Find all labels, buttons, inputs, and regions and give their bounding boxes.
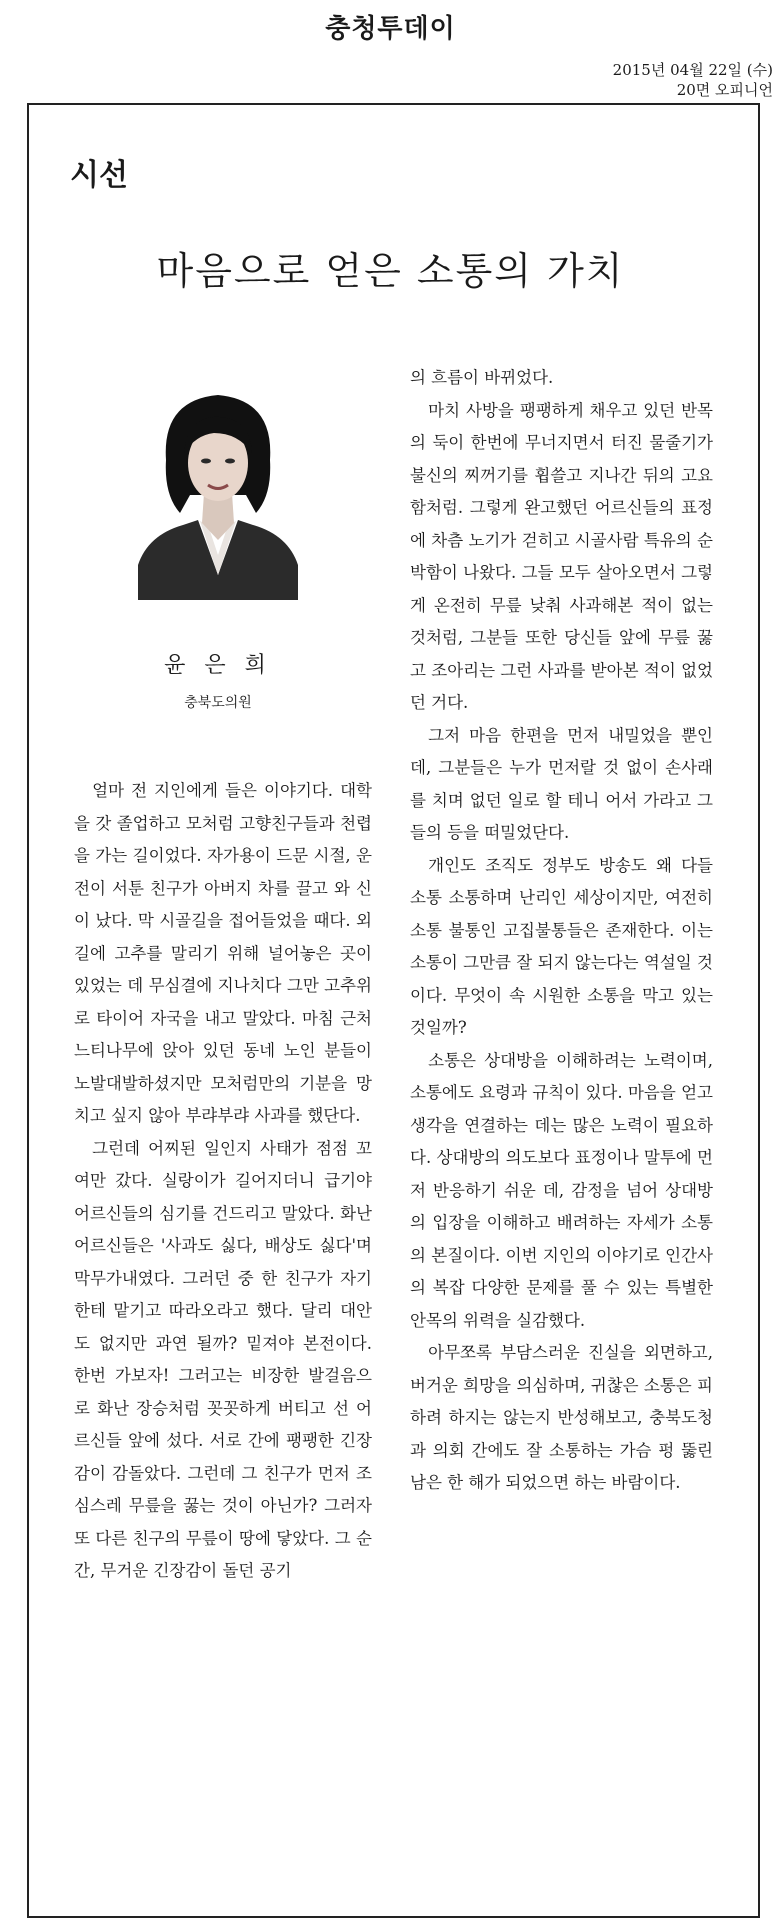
body-paragraph: 얼마 전 지인에게 들은 이야기다. 대학을 갓 졸업하고 모처럼 고향친구들과 천렵을 가는 길이었다. 자가용이 드문 시절, 운전이 서툰 친구가 아버지 차를 끌고 와 신이 났다. 막 시골길을 접어들었을 때다. 외길에 고추를 말리기 위해 널어놓은 곳이 있었는 데 무심결에 지나치다 그만 고추위로 타이어 자국을 내고 말았다. 마침 근처 느티나무에 앉아 있던 동네 노인 분들이 노발대발하셨지만 모처럼만의 기분을 망치고 싶지 않아 부랴부랴 사과를 했단다.	[74, 781, 372, 1125]
body-paragraph-continuation: 의 흐름이 바뀌었다.	[410, 368, 554, 387]
author-title: 충북도의원	[184, 695, 252, 711]
body-paragraph: 그런데 어찌된 일인지 사태가 점점 꼬여만 갔다. 실랑이가 길어지더니 급기야 어르신들의 심기를 건드리고 말았다. 화난 어르신들은 '사과도 싫다, 배상도 싫다'며 막무가내였다. 그러던 중 한 친구가 자기한테 맡기고 따라오라고 했다. 달리 대안도 없지만 과연 될까? 밑져야 본전이다. 한번 가보자! 그러고는 비장한 발걸음으로 화난 장승처럼 꼿꼿하게 버티고 선 어르신들 앞에 섰다. 서로 간에 팽팽한 긴장감이 감돌았다. 그런데 그 친구가 먼저 조심스레 무릎을 꿇는 것이 아닌가? 그러자 또 다른 친구의 무릎이 땅에 닿았다. 그 순간, 무거운 긴장감이 돌던 공기	[74, 1138, 372, 1580]
publication-date: 2015년 04월 22일 (수)	[612, 61, 773, 79]
author-portrait-icon	[138, 375, 298, 600]
newspaper-masthead: 충청투데이	[325, 14, 456, 44]
article-headline: 마음으로 얻은 소통의 가치	[156, 249, 625, 293]
page-section: 20면 오피니언	[676, 81, 773, 99]
author-name: 윤 은 희	[164, 653, 272, 678]
article-column-right	[410, 362, 713, 1500]
body-paragraph: 마치 사방을 팽팽하게 채우고 있던 반목의 둑이 한번에 무너지면서 터진 물줄기가 불신의 찌꺼기를 휩쓸고 지나간 뒤의 고요함처럼. 그렇게 완고했던 어르신들의 표정에 차츰 노기가 걷히고 시골사람 특유의 순박함이 나왔다. 그들 모두 살아오면서 그렇게 온전히 무릎 낮춰 사과해본 적이 없는 것처럼, 그분들 또한 당신들 앞에 무릎 꿇고 조아리는 그런 사과를 받아본 적이 없었던 거다.	[410, 400, 713, 712]
author-photo	[138, 375, 298, 600]
body-paragraph: 아무쪼록 부담스러운 진실을 외면하고, 버거운 희망을 의심하며, 귀찮은 소통은 피하려 하지는 않는지 반성해보고, 충북도청과 의회 간에도 잘 소통하는 가슴 펑 뚫린 남은 한 해가 되었으면 하는 바람이다.	[410, 1343, 713, 1492]
body-paragraph: 그저 마음 한편을 먼저 내밀었을 뿐인데, 그분들은 누가 먼저랄 것 없이 손사래를 치며 없던 일로 할 테니 어서 가라고 그들의 등을 떠밀었단다.	[410, 725, 713, 842]
body-paragraph: 소통은 상대방을 이해하려는 노력이며, 소통에도 요령과 규칙이 있다. 마음을 얻고 생각을 연결하는 데는 많은 노력이 필요하다. 상대방의 의도보다 표정이나 말투에 먼저 반응하기 쉬운 데, 감정을 넘어 상대방의 입장을 이해하고 배려하는 자세가 소통의 본질이다. 이번 지인의 이야기로 인간사의 복잡 다양한 문제를 풀 수 있는 특별한 안목의 위력을 실감했다.	[410, 1050, 713, 1330]
column-section-label: 시선	[70, 158, 128, 193]
body-paragraph: 개인도 조직도 정부도 방송도 왜 다들 소통 소통하며 난리인 세상이지만, 여전히 소통 불통인 고집불통들은 존재한다. 이는 소통이 그만큼 잘 되지 않는다는 역설일 것이다. 무엇이 속 시원한 소통을 막고 있는 것일까?	[410, 855, 713, 1037]
article-column-left	[74, 775, 372, 1588]
dateline	[613, 60, 773, 100]
